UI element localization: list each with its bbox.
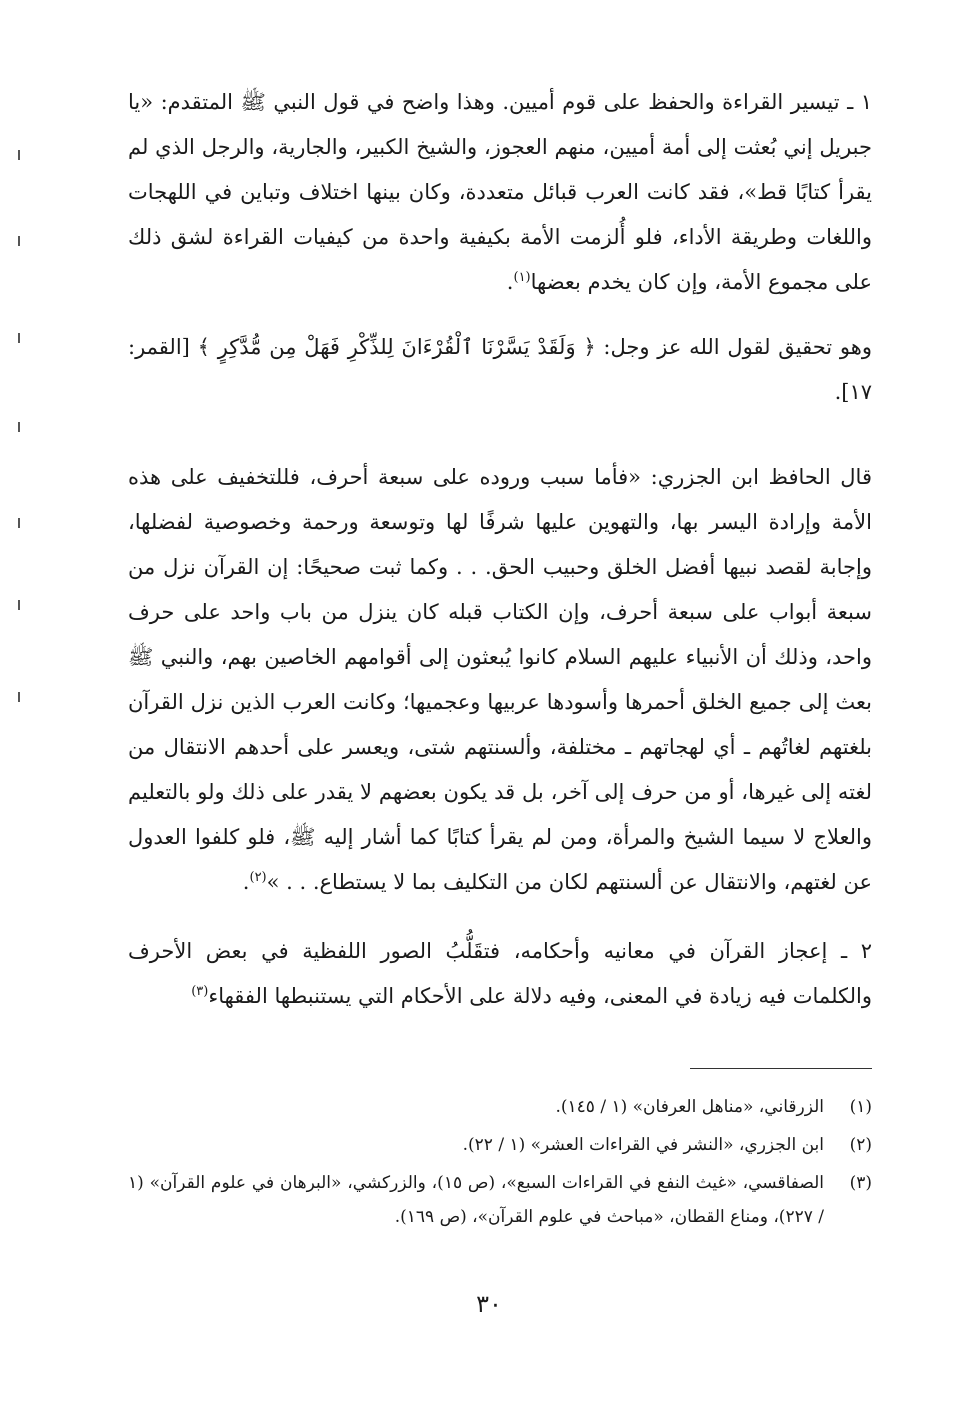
paragraph-1-end: . [506, 270, 514, 294]
footnote-3-text: الصفاقسي، «غيث النفع في القراءات السبع»، (ص ١٥)، والزركشي، «البرهان في علوم القرآن» (١ / ٢٢٧)، ومناع القطان، «مباحث في علوم القرآن»، (ص ١٦٩). [128, 1173, 824, 1227]
page-number: ٣٠ [476, 1290, 502, 1318]
footnote-3 [128, 1166, 872, 1234]
margin-mark [18, 236, 20, 246]
footnote-ref-1[interactable]: (١) [513, 270, 531, 285]
margin-mark [18, 150, 20, 160]
margin-mark [18, 600, 20, 610]
paragraph-2-text: وهو تحقيق لقول الله عز وجل: ﴿ وَلَقَدْ يَسَّرْنَا ٱلْقُرْءَانَ لِلذِّكْرِ فَهَلْ مِن مُّدَّكِرٍ ﴾ [القمر: ١٧]. [128, 335, 872, 404]
main-text [128, 80, 872, 1019]
paragraph-3-end: . [242, 870, 250, 894]
paragraph-1 [128, 80, 872, 305]
footnote-separator [690, 1068, 872, 1069]
paragraph-2 [128, 325, 872, 415]
paragraph-4-text: ٢ ـ إعجاز القرآن في معانيه وأحكامه، فتقَلُّبُ الصور اللفظية في بعض الأحرف والكلمات فيه زيادة في المعنى، وفيه دلالة على الأحكام التي يستنبطها الفقهاء [128, 939, 872, 1008]
paragraph-3-text: قال الحافظ ابن الجزري: «فأما سبب وروده على سبعة أحرف، فللتخفيف على هذه الأمة وإرادة اليسر بها، والتهوين عليها شرفًا لها وتوسعة ورحمة وخصوصية لفضلها، وإجابة لقصد نبيها أفضل الخلق وحبيب الحق. . . وكما ثبت صحيحًا: إن القرآن نزل من سبعة أبواب على سبعة أحرف، وإن الكتاب قبله كان ينزل من باب واحد على حرف واحد، وذلك أن الأنبياء عليهم السلام كانوا يُبعثون إلى أقوامهم الخاصين بهم، والنبي ﷺ بعث إلى جميع الخلق أحمرها وأسودها عربيها وعجميها؛ وكانت العرب الذين نزل القرآن بلغتهم لغاتُهم ـ أي لهجاتهم ـ مختلفة، وألسنتهم شتى، ويعسر على أحدهم الانتقال من لغته إلى غيرها، أو من حرف إلى آخر، بل قد يكون بعضهم لا يقدر على ذلك ولو بالتعليم والعلاج لا سيما الشيخ والمرأة، ومن لم يقرأ كتابًا كما أشار إليه ﷺ، فلو كلفوا العدول عن لغتهم، والانتقال عن ألسنتهم لكان من التكليف بما لا يستطاع. . . » [128, 465, 872, 894]
margin-mark [18, 692, 20, 702]
footnotes [128, 1090, 872, 1238]
footnote-2-text: ابن الجزري، «النشر في القراءات العشر» (١ / ٢٢). [462, 1135, 824, 1155]
margin-mark [18, 333, 20, 343]
margin-marks [14, 0, 26, 1417]
paragraph-1-text: ١ ـ تيسير القراءة والحفظ على قوم أميين. وهذا واضح في قول النبي ﷺ المتقدم: «يا جبريل إني بُعثت إلى أمة أميين، منهم العجوز، والشيخ الكبير، والجارية، والرجل الذي لم يقرأ كتابًا قط»، فقد كانت العرب قبائل متعددة، وكان بينها اختلاف وتباين في اللهجات واللغات وطريقة الأداء، فلو أُلزمت الأمة بكيفية واحدة من كيفيات القراءة لشق ذلك على مجموع الأمة، وإن كان يخدم بعضها [128, 90, 872, 294]
footnote-1-number: (١) [849, 1097, 872, 1117]
footnote-2-number: (٢) [849, 1135, 872, 1155]
footnote-1 [128, 1090, 872, 1124]
paragraph-4 [128, 929, 872, 1019]
footnote-ref-3[interactable]: (٣) [191, 984, 209, 999]
footnote-3-number: (٣) [849, 1173, 872, 1193]
margin-mark [18, 518, 20, 528]
paragraph-3 [128, 455, 872, 905]
footnote-1-text: الزرقاني، «مناهل العرفان» (١ / ١٤٥). [555, 1097, 824, 1117]
footnote-ref-2[interactable]: (٢) [249, 870, 267, 885]
margin-mark [18, 422, 20, 432]
footnote-2 [128, 1128, 872, 1162]
